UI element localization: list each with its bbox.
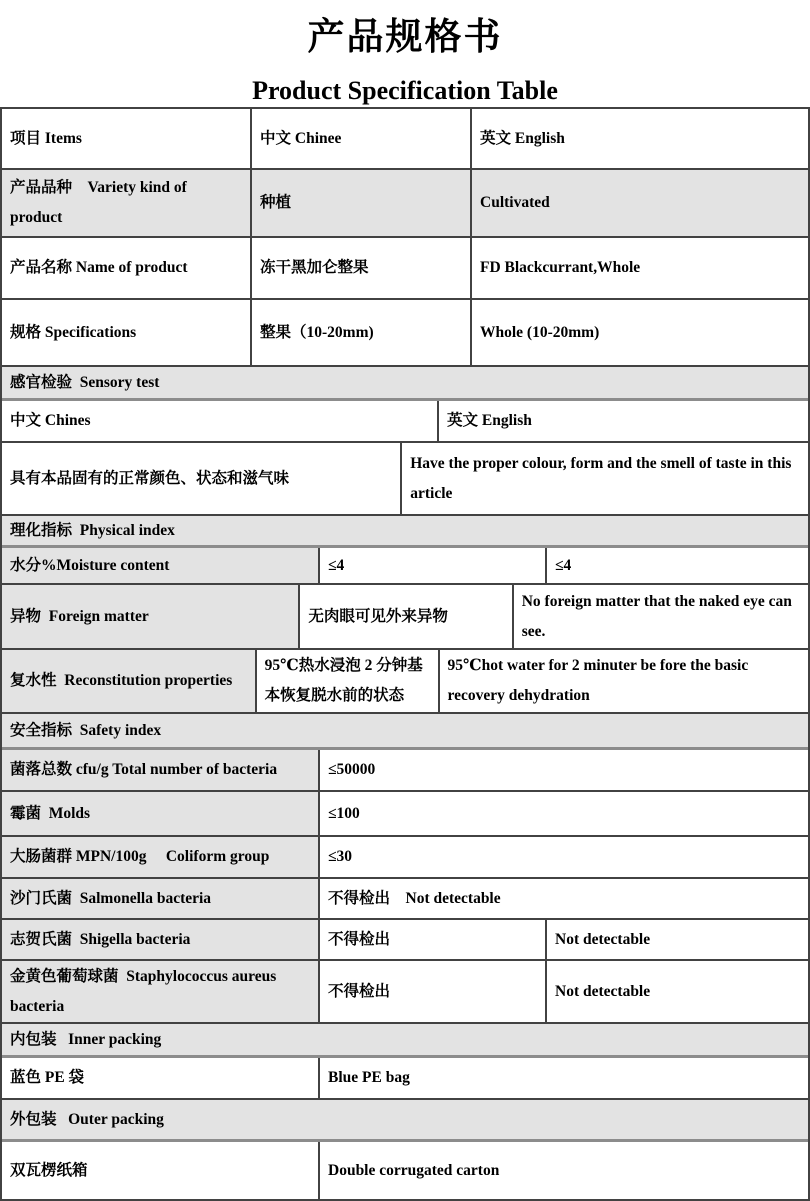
- sensory-description-en-cell: Have the proper colour, form and the smell of taste in this article: [410, 454, 796, 502]
- inner-packing-section-row: [2, 1024, 808, 1058]
- shigella-row: [2, 920, 808, 961]
- variety-label-cell: 产品品种 Variety kind of product: [2, 170, 252, 236]
- shigella-label-cell: 志贺氏菌 Shigella bacteria: [2, 920, 320, 959]
- moisture-row: [2, 548, 808, 585]
- moisture-label-cell: 水分%Moisture content: [2, 548, 320, 583]
- salmonella-value-cell: 不得检出 Not detectable: [328, 889, 501, 907]
- outer-packing-section-cell: 外包装 Outer packing: [2, 1100, 808, 1139]
- outer-packing-row: [2, 1142, 808, 1199]
- sensory-test-section-cell: 感官检验 Sensory test: [2, 367, 808, 398]
- sensory-cn-header-cell: 中文 Chines: [2, 401, 439, 441]
- product-name-label-cell: 产品名称 Name of product: [2, 238, 252, 298]
- inner-packing-en-cell: Blue PE bag: [328, 1069, 410, 1086]
- inner-packing-cn-cell: 蓝色 PE 袋: [2, 1058, 320, 1098]
- chinese-header-cell: 中文 Chinee: [252, 109, 472, 168]
- reconstitution-label-cell: 复水性 Reconstitution properties: [2, 650, 257, 712]
- moisture-cn-value-cell: ≤4: [320, 548, 547, 583]
- foreign-matter-en-value-cell: No foreign matter that the naked eye can see.: [521, 592, 796, 640]
- salmonella-label-cell: 沙门氏菌 Salmonella bacteria: [2, 879, 320, 918]
- physical-index-section-row: [2, 516, 808, 548]
- staphylococcus-cn-value-cell: 不得检出: [320, 961, 547, 1022]
- inner-packing-section-cell: 内包装 Inner packing: [2, 1024, 808, 1055]
- molds-label-cell: 霉菌 Molds: [2, 792, 320, 835]
- product-name-row: [2, 238, 808, 300]
- specifications-en-cell: Whole (10-20mm): [480, 323, 600, 341]
- total-bacteria-label-cell: 菌落总数 cfu/g Total number of bacteria: [2, 750, 320, 790]
- reconstitution-en-value-cell: 95℃hot water for 2 minuter be fore the basic recovery dehydration: [447, 657, 753, 704]
- foreign-matter-row: [2, 585, 808, 650]
- document-title-english: Product Specification Table: [252, 76, 558, 105]
- variety-cn-cell: 种植: [252, 170, 472, 236]
- outer-packing-section-row: [2, 1100, 808, 1142]
- product-name-en-cell: FD Blackcurrant,Whole: [480, 259, 641, 276]
- variety-en-cell: Cultivated: [472, 170, 808, 236]
- reconstitution-row: [2, 650, 808, 714]
- reconstitution-cn-value-cell: 95℃热水浸泡 2 分钟基本恢复脱水前的状态: [257, 650, 440, 712]
- sensory-subheader-row: [2, 401, 808, 443]
- product-name-cn-cell: 冻干黑加仑整果: [252, 238, 472, 298]
- variety-row: [2, 170, 808, 238]
- english-header-cell: 英文 English: [480, 129, 565, 147]
- sensory-en-header-cell: 英文 English: [447, 412, 532, 429]
- salmonella-row: [2, 879, 808, 920]
- items-header-cell: 项目 Items: [2, 109, 252, 168]
- table-header-row: [2, 109, 808, 170]
- total-bacteria-row: [2, 750, 808, 792]
- product-spec-table: [0, 107, 810, 1201]
- staphylococcus-label-cell: 金黄色葡萄球菌 Staphylococcus aureus bacteria: [2, 961, 320, 1022]
- molds-row: [2, 792, 808, 837]
- safety-index-section-cell: 安全指标 Safety index: [2, 714, 808, 747]
- moisture-en-value-cell: ≤4: [555, 556, 572, 574]
- physical-index-section-cell: 理化指标 Physical index: [2, 516, 808, 545]
- foreign-matter-cn-value-cell: 无肉眼可见外来异物: [300, 585, 513, 648]
- safety-index-section-row: [2, 714, 808, 750]
- inner-packing-row: [2, 1058, 808, 1100]
- total-bacteria-value-cell: ≤50000: [328, 761, 376, 778]
- coliform-row: [2, 837, 808, 879]
- shigella-en-value-cell: Not detectable: [555, 930, 651, 948]
- coliform-value-cell: ≤30: [328, 848, 353, 865]
- document-title-chinese: 产品规格书: [307, 17, 503, 58]
- staphylococcus-row: [2, 961, 808, 1024]
- outer-packing-en-cell: Double corrugated carton: [328, 1161, 500, 1179]
- coliform-label-cell: 大肠菌群 MPN/100g Coliform group: [2, 837, 320, 877]
- staphylococcus-en-value-cell: Not detectable: [555, 982, 651, 1000]
- specifications-cn-cell: 整果（10-20mm): [252, 300, 472, 365]
- specifications-row: [2, 300, 808, 367]
- molds-value-cell: ≤100: [328, 804, 360, 822]
- outer-packing-cn-cell: 双瓦楞纸箱: [2, 1142, 320, 1199]
- sensory-test-section-row: [2, 367, 808, 401]
- sensory-description-cn-cell: 具有本品固有的正常颜色、状态和滋气味: [2, 443, 402, 514]
- sensory-description-row: [2, 443, 808, 516]
- specifications-label-cell: 规格 Specifications: [2, 300, 252, 365]
- shigella-cn-value-cell: 不得检出: [320, 920, 547, 959]
- foreign-matter-label-cell: 异物 Foreign matter: [2, 585, 300, 648]
